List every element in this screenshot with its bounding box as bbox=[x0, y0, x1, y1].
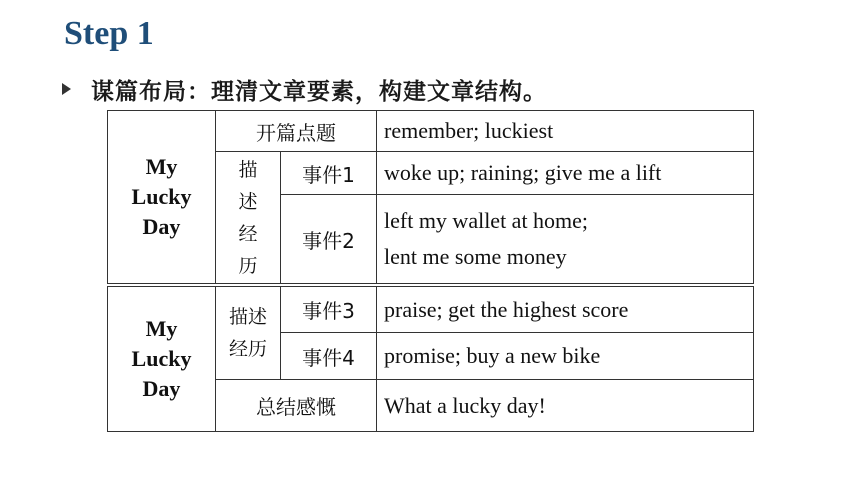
topic-line: Day bbox=[142, 214, 181, 239]
event-content-cell: praise; get the highest score bbox=[376, 286, 754, 333]
describe-char: 经 bbox=[238, 222, 258, 245]
event-content-cell: woke up; raining; give me a lift bbox=[376, 151, 754, 195]
conclusion-content-cell: What a lucky day! bbox=[376, 379, 754, 432]
opening-content-cell: remember; luckiest bbox=[376, 110, 754, 152]
topic-line: Lucky bbox=[131, 346, 192, 371]
topic-cell bbox=[107, 110, 216, 284]
page-title: Step 1 bbox=[64, 15, 154, 52]
instruction-text: 谋篇布局：理清文章要素，构建文章结构。 bbox=[91, 78, 547, 105]
event-label-cell: 事件2 bbox=[280, 194, 377, 284]
describe-word: 描述 bbox=[228, 306, 267, 328]
event-content-cell: promise; buy a new bike bbox=[376, 332, 754, 380]
topic-line: My bbox=[145, 316, 178, 341]
event-label-cell: 事件3 bbox=[280, 286, 377, 333]
topic-line: Day bbox=[142, 376, 181, 401]
event-content-line: lent me some money bbox=[384, 244, 567, 269]
event-content-line: left my wallet at home; bbox=[384, 208, 589, 233]
topic-line: Lucky bbox=[131, 184, 192, 209]
opening-label-cell: 开篇点题 bbox=[215, 110, 377, 152]
describe-label-cell bbox=[215, 151, 281, 284]
instruction-line bbox=[62, 72, 547, 106]
describe-char: 述 bbox=[238, 190, 258, 213]
describe-char: 历 bbox=[238, 254, 258, 277]
conclusion-label-cell: 总结感慨 bbox=[215, 379, 377, 432]
topic-line: My bbox=[145, 154, 178, 179]
event-label-cell: 事件1 bbox=[280, 151, 377, 195]
topic-cell bbox=[107, 286, 216, 432]
event-content-cell bbox=[376, 194, 754, 284]
describe-word: 经历 bbox=[228, 338, 267, 360]
event-label-cell: 事件4 bbox=[280, 332, 377, 380]
triangle-bullet-icon bbox=[62, 83, 71, 95]
describe-char: 描 bbox=[238, 158, 258, 181]
describe-label-cell bbox=[215, 286, 281, 380]
